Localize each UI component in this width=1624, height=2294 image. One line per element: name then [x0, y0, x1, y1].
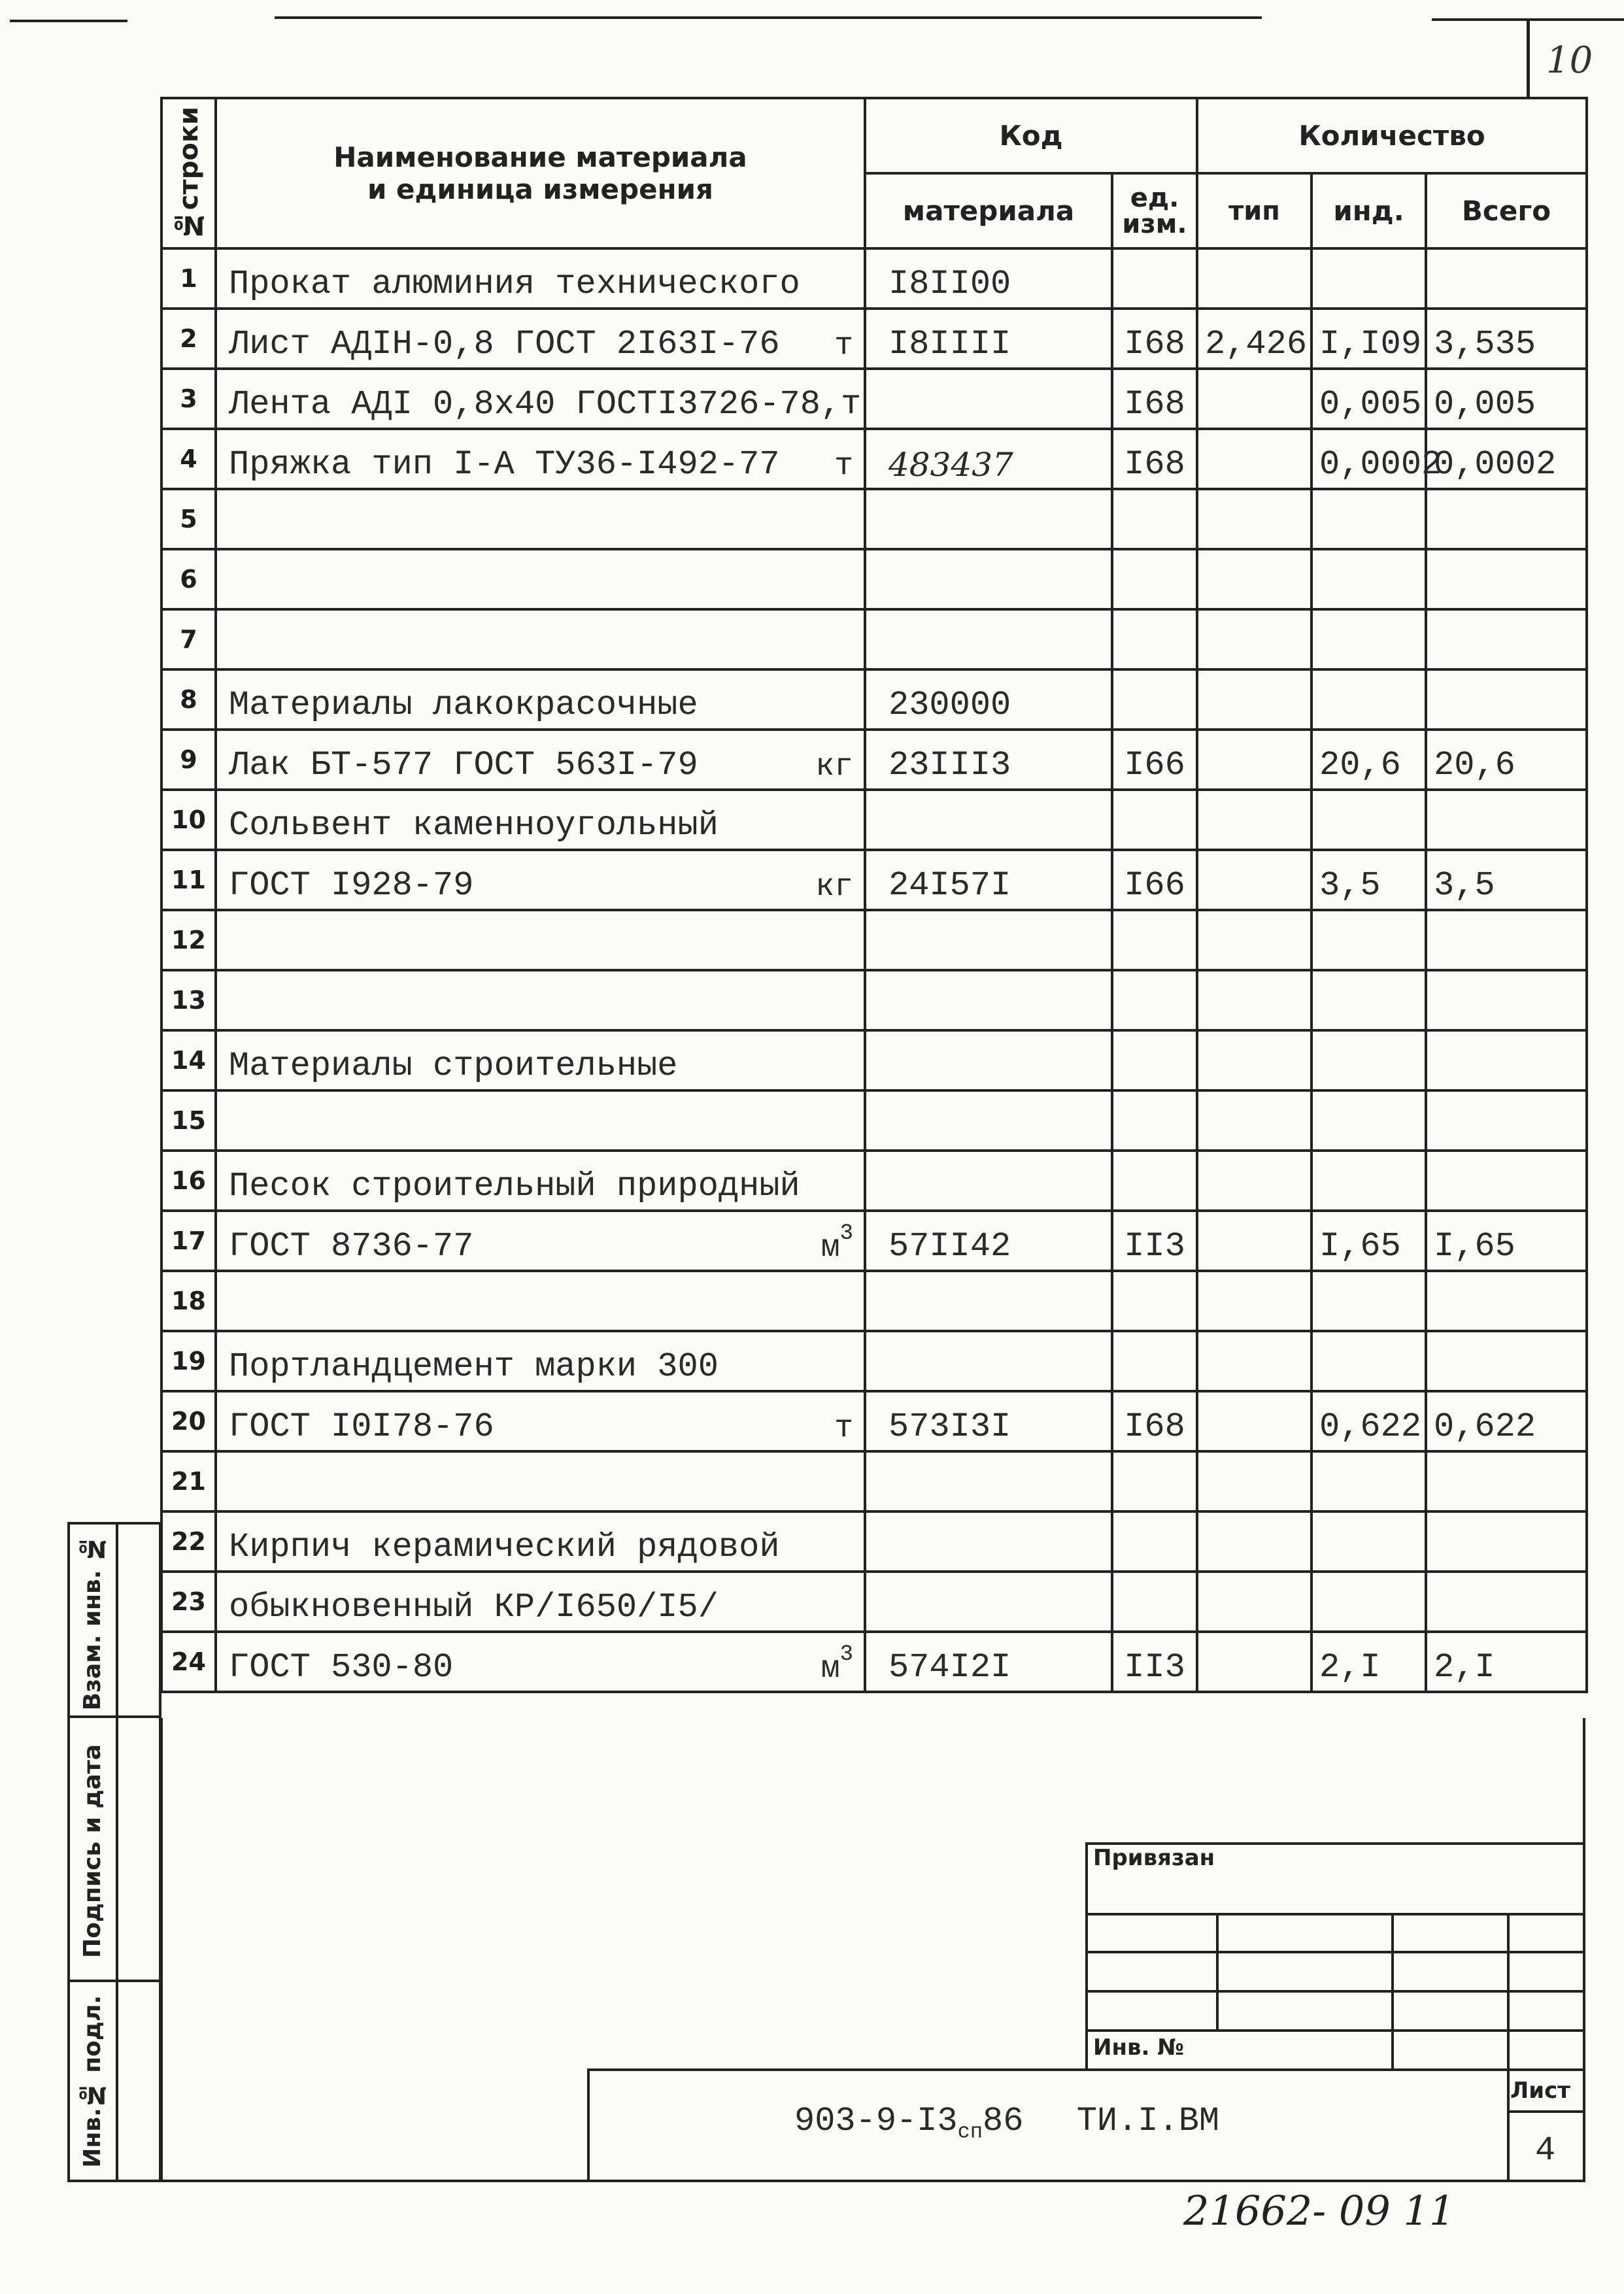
material-name [216, 1331, 865, 1391]
quantity-ind [1311, 1451, 1426, 1511]
row-number: 14 [161, 1030, 216, 1090]
quantity-type [1197, 549, 1311, 609]
quantity-type [1197, 1030, 1311, 1090]
quantity-type [1197, 1211, 1311, 1271]
material-code [865, 790, 1112, 850]
row-number: 13 [161, 970, 216, 1030]
material-name-text: Материалы строительные [229, 1047, 678, 1085]
table-row [161, 1030, 1587, 1090]
row-number: 11 [161, 850, 216, 910]
material-unit: кг [815, 869, 853, 905]
quantity-total [1426, 549, 1587, 609]
sheet-label: Лист [1510, 2078, 1570, 2104]
table-row [161, 369, 1587, 429]
material-name [216, 1151, 865, 1211]
table-row [161, 790, 1587, 850]
material-code [865, 549, 1112, 609]
material-code: 230000 [865, 669, 1112, 730]
quantity-total: 0,005 [1426, 369, 1587, 429]
material-name-text: Лист АДIН-0,8 ГОСТ 2I63I-76 [229, 325, 780, 363]
quantity-type [1197, 970, 1311, 1030]
material-name-text: Песок строительный природный [229, 1167, 800, 1206]
material-name [216, 1271, 865, 1331]
quantity-ind: I,65 [1311, 1211, 1426, 1271]
material-name-text: ГОСТ I928-79 [229, 866, 474, 905]
row-number: 9 [161, 730, 216, 790]
quantity-ind [1311, 1030, 1426, 1090]
material-name [216, 669, 865, 730]
quantity-ind [1311, 1511, 1426, 1572]
material-name [216, 1030, 865, 1090]
quantity-total [1426, 1572, 1587, 1632]
quantity-ind [1311, 1271, 1426, 1331]
quantity-ind: 0,0002 [1311, 429, 1426, 489]
quantity-ind: 2,I [1311, 1632, 1426, 1692]
unit-code [1112, 489, 1197, 549]
unit-code: I68 [1112, 309, 1197, 369]
material-code: 483437 [865, 429, 1112, 489]
table-row [161, 1632, 1587, 1692]
row-number: 20 [161, 1391, 216, 1451]
material-name [216, 1451, 865, 1511]
quantity-ind [1311, 549, 1426, 609]
material-name [216, 1632, 865, 1692]
unit-code [1112, 609, 1197, 669]
material-unit: т [834, 328, 853, 363]
table-row [161, 1211, 1587, 1271]
material-name [216, 1090, 865, 1151]
sheet-value: 4 [1535, 2131, 1556, 2170]
quantity-total [1426, 910, 1587, 970]
material-unit: $м^3$ [820, 1642, 853, 1687]
row-number: 1 [161, 248, 216, 309]
table-row [161, 1511, 1587, 1572]
table-row [161, 730, 1587, 790]
table-row [161, 549, 1587, 609]
margin-sign-date-label: Подпись и дата [79, 1744, 106, 1958]
quantity-total [1426, 970, 1587, 1030]
quantity-total [1426, 1271, 1587, 1331]
margin-inv-orig-label: Инв.№ подл. [79, 1995, 106, 2168]
material-name [216, 850, 865, 910]
quantity-total: 3,535 [1426, 309, 1587, 369]
material-code [865, 1511, 1112, 1572]
row-number: 4 [161, 429, 216, 489]
quantity-total [1426, 1090, 1587, 1151]
unit-superscript: 3 [839, 1642, 853, 1667]
material-code: 573I3I [865, 1391, 1112, 1451]
material-name [216, 910, 865, 970]
row-number: 22 [161, 1511, 216, 1572]
unit-code [1112, 1451, 1197, 1511]
margin-replace-inv-label: Взам. инв. № [79, 1535, 106, 1711]
header-unit: ед. изм. [1112, 173, 1197, 248]
material-name [216, 429, 865, 489]
quantity-ind [1311, 669, 1426, 730]
material-code [865, 1271, 1112, 1331]
row-number: 5 [161, 489, 216, 549]
quantity-total [1426, 790, 1587, 850]
material-name-text: Сольвент каменноугольный [229, 806, 719, 845]
quantity-ind [1311, 1572, 1426, 1632]
quantity-type [1197, 1391, 1311, 1451]
quantity-type [1197, 1511, 1311, 1572]
material-name-text: ГОСТ 530-80 [229, 1648, 454, 1687]
material-code [865, 1451, 1112, 1511]
quantity-type [1197, 850, 1311, 910]
privyazan-label: Привязан [1093, 1845, 1215, 1871]
quantity-total [1426, 1030, 1587, 1090]
quantity-ind: 20,6 [1311, 730, 1426, 790]
table-body [161, 248, 1587, 1692]
row-number: 6 [161, 549, 216, 609]
material-code [865, 1030, 1112, 1090]
quantity-type [1197, 730, 1311, 790]
quantity-total: 2,I [1426, 1632, 1587, 1692]
quantity-ind [1311, 910, 1426, 970]
material-name-text: обыкновенный КР/I650/I5/ [229, 1588, 719, 1627]
material-code [865, 970, 1112, 1030]
header-row-no: №строки [161, 98, 216, 248]
quantity-type [1197, 1572, 1311, 1632]
table-row [161, 1451, 1587, 1511]
material-code [865, 369, 1112, 429]
unit-code [1112, 1271, 1197, 1331]
row-number: 17 [161, 1211, 216, 1271]
unit-code [1112, 1030, 1197, 1090]
quantity-total [1426, 1151, 1587, 1211]
unit-code [1112, 669, 1197, 730]
quantity-ind [1311, 790, 1426, 850]
frame-left [160, 1718, 163, 2182]
margin-replace-inv [67, 1522, 161, 1718]
material-name [216, 1391, 865, 1451]
margin-sign-date [67, 1715, 161, 1982]
material-code: 57II42 [865, 1211, 1112, 1271]
material-unit: $м^3$ [820, 1221, 853, 1266]
header-quantity-ind: инд. [1311, 173, 1426, 248]
quantity-type [1197, 1632, 1311, 1692]
unit-code: I68 [1112, 1391, 1197, 1451]
material-code [865, 1090, 1112, 1151]
quantity-type: 2,426 [1197, 309, 1311, 369]
material-name-text: Материалы лакокрасочные [229, 686, 698, 724]
material-code: I8IIII [865, 309, 1112, 369]
row-number: 21 [161, 1451, 216, 1511]
quantity-ind [1311, 1151, 1426, 1211]
material-name-text: ГОСТ 8736-77 [229, 1227, 474, 1266]
quantity-ind [1311, 609, 1426, 669]
material-name-text: Прокат алюминия технического [229, 265, 800, 303]
row-number: 2 [161, 309, 216, 369]
quantity-total [1426, 609, 1587, 669]
material-code: 24I57I [865, 850, 1112, 910]
unit-code [1112, 549, 1197, 609]
material-code [865, 1331, 1112, 1391]
quantity-ind [1311, 970, 1426, 1030]
material-name [216, 1572, 865, 1632]
unit-superscript: 3 [839, 1221, 853, 1246]
quantity-total: 3,5 [1426, 850, 1587, 910]
quantity-type [1197, 1151, 1311, 1211]
row-number: 8 [161, 669, 216, 730]
header-quantity: Количество [1197, 98, 1587, 173]
top-rule-center [275, 16, 1262, 19]
quantity-ind: I,I09 [1311, 309, 1426, 369]
quantity-total [1426, 1451, 1587, 1511]
quantity-ind: 0,005 [1311, 369, 1426, 429]
material-name [216, 549, 865, 609]
quantity-total [1426, 1511, 1587, 1572]
quantity-type [1197, 1451, 1311, 1511]
material-name-text: ГОСТ I0I78-76 [229, 1408, 494, 1446]
unit-code: I66 [1112, 730, 1197, 790]
row-number: 3 [161, 369, 216, 429]
material-name [216, 730, 865, 790]
material-code [865, 489, 1112, 549]
quantity-total: 20,6 [1426, 730, 1587, 790]
material-name [216, 1211, 865, 1271]
quantity-ind [1311, 1331, 1426, 1391]
quantity-type [1197, 790, 1311, 850]
unit-code: I68 [1112, 369, 1197, 429]
quantity-ind: 0,622 [1311, 1391, 1426, 1451]
table-row [161, 489, 1587, 549]
quantity-type [1197, 369, 1311, 429]
row-number: 18 [161, 1271, 216, 1331]
unit-code [1112, 248, 1197, 309]
quantity-total: 0,0002 [1426, 429, 1587, 489]
header-quantity-total: Всего [1426, 173, 1587, 248]
table-row [161, 1572, 1587, 1632]
unit-code: II3 [1112, 1211, 1197, 1271]
quantity-type [1197, 1090, 1311, 1151]
unit-code [1112, 1090, 1197, 1151]
header-code: Код [865, 98, 1197, 173]
material-code [865, 609, 1112, 669]
unit-code [1112, 1572, 1197, 1632]
unit-code [1112, 1331, 1197, 1391]
quantity-type [1197, 1331, 1311, 1391]
material-name [216, 1511, 865, 1572]
unit-code [1112, 790, 1197, 850]
quantity-ind [1311, 1090, 1426, 1151]
row-number: 24 [161, 1632, 216, 1692]
table-row [161, 1090, 1587, 1151]
header-quantity-type: тип [1197, 173, 1311, 248]
quantity-total: 0,622 [1426, 1391, 1587, 1451]
table-row [161, 309, 1587, 369]
row-number: 10 [161, 790, 216, 850]
material-name-text: Пряжка тип I-А ТУ36-I492-77 [229, 445, 780, 484]
row-number: 7 [161, 609, 216, 669]
page-number: 10 [1546, 39, 1593, 82]
margin-inv-orig [67, 1980, 161, 2182]
material-unit: кг [815, 749, 853, 784]
page-number-frame [1527, 20, 1530, 97]
inv-no-label: Инв. № [1093, 2034, 1185, 2061]
row-number: 16 [161, 1151, 216, 1211]
quantity-type [1197, 609, 1311, 669]
header-name: Наименование материала и единица измерения [216, 98, 865, 248]
material-code: I8II00 [865, 248, 1112, 309]
material-code: 23III3 [865, 730, 1112, 790]
table-row [161, 970, 1587, 1030]
row-number: 15 [161, 1090, 216, 1151]
top-rule-left [10, 20, 127, 22]
quantity-ind [1311, 489, 1426, 549]
material-name-text: Кирпич керамический рядовой [229, 1528, 780, 1566]
quantity-ind [1311, 248, 1426, 309]
material-code: 574I2I [865, 1632, 1112, 1692]
archive-number: 21662- 09 11 [1183, 2187, 1455, 2235]
material-unit: т [834, 448, 853, 484]
material-name [216, 369, 865, 429]
material-code [865, 910, 1112, 970]
table-row [161, 1331, 1587, 1391]
quantity-type [1197, 669, 1311, 730]
material-name-text: Портландцемент марки 300 [229, 1347, 719, 1386]
quantity-total [1426, 669, 1587, 730]
table-row [161, 850, 1587, 910]
quantity-type [1197, 489, 1311, 549]
header-code-material: материала [865, 173, 1112, 248]
table-row [161, 1151, 1587, 1211]
materials-table [160, 97, 1588, 1693]
material-name [216, 970, 865, 1030]
quantity-total: I,65 [1426, 1211, 1587, 1271]
table-row [161, 910, 1587, 970]
quantity-total [1426, 489, 1587, 549]
material-code [865, 1572, 1112, 1632]
row-number: 19 [161, 1331, 216, 1391]
unit-code: II3 [1112, 1632, 1197, 1692]
material-name [216, 790, 865, 850]
row-number: 23 [161, 1572, 216, 1632]
quantity-type [1197, 910, 1311, 970]
quantity-ind: 3,5 [1311, 850, 1426, 910]
quantity-type [1197, 429, 1311, 489]
material-name [216, 248, 865, 309]
unit-code [1112, 1511, 1197, 1572]
table-row [161, 1271, 1587, 1331]
material-code [865, 1151, 1112, 1211]
unit-code: I68 [1112, 429, 1197, 489]
material-name [216, 609, 865, 669]
material-name [216, 309, 865, 369]
quantity-total [1426, 248, 1587, 309]
unit-code [1112, 910, 1197, 970]
table-row [161, 669, 1587, 730]
unit-code [1112, 1151, 1197, 1211]
table-row [161, 1391, 1587, 1451]
unit-code [1112, 970, 1197, 1030]
document-number: $903-9-I3_{сп}86$ ТИ.I.ВМ [794, 2102, 1220, 2144]
table-row [161, 429, 1587, 489]
material-name-text: Лак БТ-577 ГОСТ 563I-79 [229, 746, 698, 784]
row-number: 12 [161, 910, 216, 970]
table-row [161, 248, 1587, 309]
quantity-type [1197, 248, 1311, 309]
table-row [161, 609, 1587, 669]
material-name [216, 489, 865, 549]
quantity-type [1197, 1271, 1311, 1331]
material-name-text: Лента АДI 0,8х40 ГОСТI3726-78,т [229, 385, 862, 424]
quantity-total [1426, 1331, 1587, 1391]
material-unit: т [834, 1411, 853, 1446]
unit-code: I66 [1112, 850, 1197, 910]
